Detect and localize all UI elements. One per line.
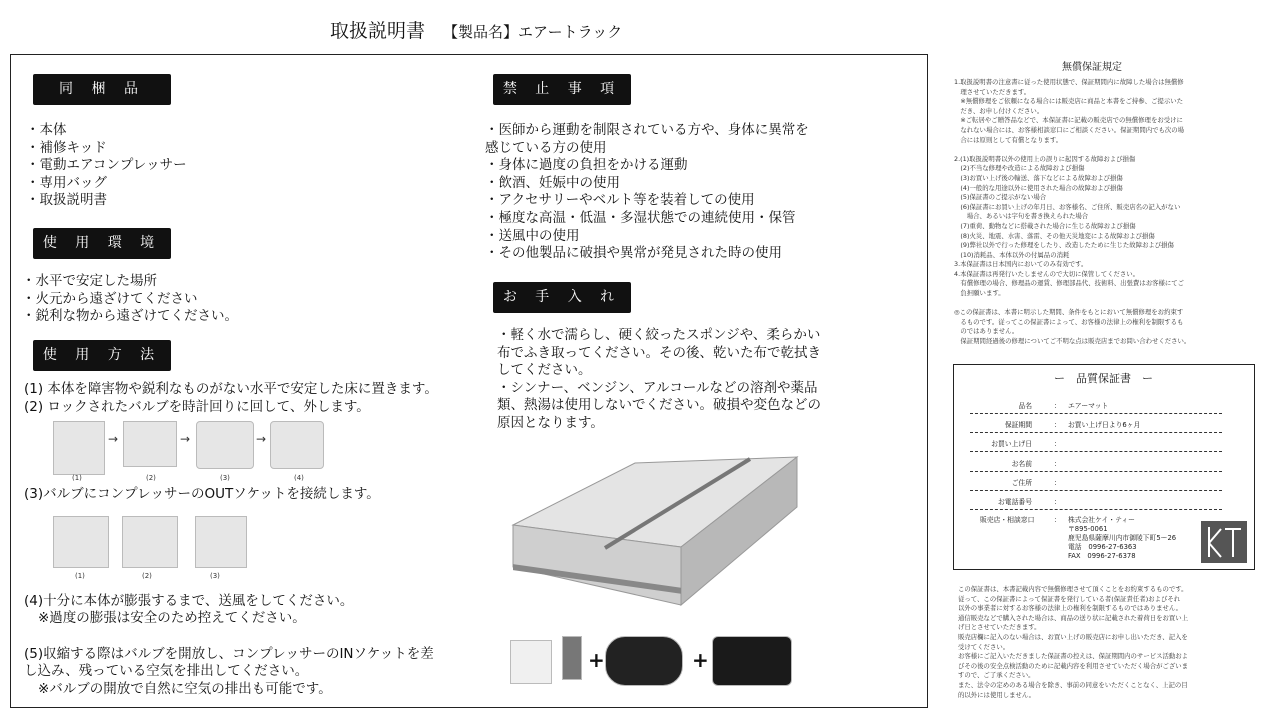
plus-icon: + — [588, 648, 605, 672]
usage-step-4: (4)十分に本体が膨張するまで、送風をしてください。 — [24, 593, 354, 609]
list-item: ・アクセサリーやベルト等を装着しての使用 — [485, 192, 755, 209]
prohibited-list — [485, 122, 809, 263]
footer-line: 従って、この保証書によって保証書を発行している者(保証責任者)およびそれ — [958, 594, 1181, 603]
prohibited-header: 禁 止 事 項 — [493, 74, 631, 105]
footer-line: 以外の事業者に対するお客様の法律上の権利を制限するものではありません。 — [958, 604, 1183, 613]
warranty-line: 場合、あるいは字句を書き換えられた場合 — [954, 212, 1089, 221]
list-item: ・送風中の使用 — [485, 227, 580, 244]
footer-line: 通信販売などで購入された場合は、商品の送り状に記載された着荷日をお買い上 — [958, 613, 1189, 622]
warranty-line: (5)保証書のご提示がない場合 — [954, 193, 1047, 202]
list-item: ・水平で安定した場所 — [22, 273, 157, 289]
warranty-line: だき、お申し付けください。 — [954, 106, 1044, 115]
seller-line: 株式会社ケイ・ティー — [1068, 516, 1135, 524]
usage-step-5b: し込み、残っている空気を排出してください。 — [24, 663, 309, 679]
figure-caption: (3) — [210, 572, 220, 580]
list-item: ・取扱説明書 — [26, 192, 107, 209]
quality-row-colon: ： — [1054, 479, 1061, 487]
warranty-line — [954, 299, 1190, 309]
quality-row-key: 保証期間 — [1004, 421, 1032, 429]
quality-row-value: お買い上げ日より6ヶ月 — [1068, 421, 1141, 429]
valve-step-photo-1 — [53, 421, 105, 475]
quality-row — [970, 397, 1222, 414]
warranty-line: 3.本保証書は日本国内においてのみ有効です。 — [954, 260, 1088, 269]
usage-step-5-note: ※バルブの開放で自然に空気の排出も可能です。 — [38, 681, 332, 697]
quality-row — [970, 435, 1222, 452]
compressor-step-photo-3 — [195, 516, 247, 568]
figure-caption: (4) — [294, 474, 304, 482]
usage-step-2: (2) ロックされたバルブを時計回りに回して、外します。 — [24, 399, 370, 415]
product-name: 【製品名】エアートラック — [443, 23, 623, 41]
footer-line: げ日とさせていただきます。 — [958, 623, 1041, 632]
warranty-line: (2)不当な修理や改造による故障および損傷 — [954, 164, 1085, 173]
list-item: ・本体 — [26, 122, 67, 138]
quality-row-colon: ： — [1054, 460, 1061, 468]
usage-step-3: (3)バルブにコンプレッサーのOUTソケットを接続します。 — [24, 486, 380, 502]
seller-line: 鹿児島県薩摩川内市御陵下町5ー26 — [1068, 534, 1177, 542]
care-line: 原因となります。 — [497, 414, 604, 431]
arrow-icon: → — [256, 432, 267, 446]
usage-header: 使 用 方 法 — [33, 340, 171, 371]
figure-caption: (2) — [142, 572, 152, 580]
warranty-line: ◎この保証書は、本書に明示した期間、条件をもとにおいて無償修理をお約束す — [954, 308, 1184, 317]
quality-row-key: お名前 — [1011, 460, 1032, 468]
quality-row-colon: ： — [1054, 440, 1061, 448]
footer-line: この保証書は、本書記載内容で無償修理させて頂くことをお約束するものです。 — [958, 585, 1188, 593]
air-track-illustration — [505, 455, 805, 615]
contents-header: 同 梱 品 — [33, 74, 171, 105]
environment-list — [22, 273, 238, 326]
company-logo-icon — [1201, 521, 1247, 563]
title-text: 取扱説明書 — [330, 20, 426, 42]
valve-step-photo-4 — [270, 421, 324, 469]
warranty-line: ※無償修理をご依頼になる場合には販売店に商品と本書をご持参、ご提示いた — [954, 97, 1184, 106]
list-item: ・極度な高温・低温・多湿状態での連続使用・保管 — [485, 209, 796, 226]
warranty-line: 有償修理の場合、修理品の運賃、修理部品代、技術料、出張費はお客様にてご — [954, 279, 1185, 288]
list-item: ・医師から運動を制限されている方や、身体に異常を — [485, 122, 809, 138]
seller-label: 販売店・相談窓口 — [980, 516, 1035, 524]
usage-step-1: (1) 本体を障害物や鋭利なものがない水平で安定した床に置きます。 — [24, 381, 438, 397]
footer-line: 販売店欄に記入のない場合は、お買い上げの販売店にお申し出いただき、記入を — [958, 632, 1188, 641]
care-text — [497, 327, 821, 433]
footer-line: びその後の安全点検活動のために記載内容を利用させていただく場合がございま — [958, 661, 1189, 670]
seller-colon: ： — [1054, 516, 1061, 524]
warranty-line: (10)消耗品、本体以外の付属品の消耗 — [954, 250, 1070, 259]
quality-row-colon: ： — [1054, 402, 1061, 410]
list-item: ・専用バッグ — [26, 174, 107, 191]
compressor-step-photo-1 — [53, 516, 109, 568]
list-item: ・飲酒、妊娠中の使用 — [485, 174, 620, 191]
list-item: ・補修キッド — [26, 139, 107, 156]
footer-line: また、法令の定めのある場合を除き、事前の同意をいただくことなく、上記の目 — [958, 680, 1188, 689]
seller-line: 電話 0996-27-6363 — [1068, 543, 1137, 551]
warranty-line: 1.取扱説明書の注意書に従った使用状態で、保証期間内に故障した場合は無償修 — [954, 78, 1184, 86]
quality-title: ー 品質保証書 ー — [1054, 372, 1153, 385]
warranty-line: 保証期間経過後の修理についてご不明な点は販売店までお問い合わせください。 — [954, 337, 1191, 346]
warranty-line: 負担願います。 — [954, 289, 1005, 298]
repair-kit-photo — [510, 640, 552, 684]
arrow-icon: → — [108, 432, 119, 446]
document-title — [330, 16, 622, 43]
usage-step-5a: (5)収縮する際はバルブを開放し、コンプレッサーのINソケットを差 — [24, 646, 434, 662]
care-line: ・軽く水で濡らし、硬く絞ったスポンジや、柔らかい — [497, 327, 821, 343]
warranty-line: なれない場合には、お客様相談窓口にご相談ください。保証期間内でも次の場 — [954, 125, 1185, 134]
compressor-photo — [605, 636, 683, 686]
quality-row — [970, 474, 1222, 491]
quality-row-key: お買い上げ日 — [991, 440, 1032, 448]
warranty-line: 理させていただきます。 — [954, 87, 1031, 96]
quality-row-value: エアーマット — [1068, 402, 1109, 410]
usage-step-4-note: ※過度の膨張は安全のため控えてください。 — [38, 610, 306, 626]
seller-line: 〒895-0061 — [1068, 525, 1108, 533]
arrow-icon: → — [180, 432, 191, 446]
footer-text — [958, 585, 1188, 700]
contents-list — [26, 122, 187, 210]
bag-photo — [712, 636, 792, 686]
warranty-line: 合には原則として有償となります。 — [954, 135, 1063, 144]
care-line: 布でふき取ってください。その後、乾いた布で乾拭き — [497, 344, 821, 361]
warranty-line: 4.本保証書は再発行いたしませんので大切に保管してください。 — [954, 269, 1140, 278]
warranty-line: (8)火災、地震、水害、落雷、その他天災地変による故障および損傷 — [954, 231, 1155, 240]
footer-line: すので、ご了承ください。 — [958, 671, 1035, 680]
warranty-line: のではありません。 — [954, 327, 1019, 336]
warranty-line: (9)弊社以外で行った修理をしたり、改造したために生じた故障および損傷 — [954, 241, 1174, 250]
figure-caption: (1) — [72, 474, 82, 482]
warranty-line — [954, 145, 1190, 155]
list-item: ・その他製品に破損や異常が発見された時の使用 — [485, 245, 782, 262]
warranty-line: (7)重荷、動物などに搭載された場合に生じる故障および損傷 — [954, 221, 1136, 230]
warranty-line: (6)保証書にお買い上げの年月日、お客様名、ご住所、販売店名の記入がない — [954, 202, 1181, 211]
figure-caption: (3) — [220, 474, 230, 482]
valve-step-photo-2 — [123, 421, 177, 467]
footer-line: お客様にご記入いただきました保証書の控えは、保証期間内のサービス活動およ — [958, 652, 1189, 661]
list-item: ・電動エアコンプレッサー — [26, 157, 187, 174]
care-line: ・シンナー、ベンジン、アルコールなどの溶剤や薬品 — [497, 379, 818, 396]
compressor-step-photo-2 — [122, 516, 178, 568]
quality-row — [970, 455, 1222, 472]
quality-row-key: お電話番号 — [998, 498, 1032, 506]
care-header: お 手 入 れ — [493, 282, 631, 313]
quality-row — [970, 493, 1222, 510]
warranty-line: (4)一般的な用途以外に使用された場合の故障および損傷 — [954, 183, 1123, 192]
warranty-line: (3)お買い上げ後の輸送、落下などによる故障および損傷 — [954, 173, 1123, 182]
warranty-line: ※ご転居やご贈答品などで、本保証書に記載の販売店での無償修理をお受けに — [954, 116, 1183, 125]
care-line: してください。 — [497, 362, 592, 379]
warranty-text — [954, 78, 1190, 347]
plus-icon: + — [692, 648, 709, 672]
quality-row-colon: ： — [1054, 421, 1061, 429]
figure-caption: (1) — [75, 572, 85, 580]
quality-row-key: ご住所 — [1011, 479, 1032, 487]
seller-line: FAX 0996-27-6378 — [1068, 552, 1136, 560]
quality-row-colon: ： — [1054, 498, 1061, 506]
footer-line: 受けてください。 — [958, 642, 1010, 651]
seller-info — [1068, 516, 1176, 561]
care-line: 類、熱湯は使用しないでください。破損や変色などの — [497, 397, 821, 414]
warranty-title: 無償保証規定 — [1062, 62, 1122, 73]
figure-caption: (2) — [146, 474, 156, 482]
list-item: ・身体に過度の負担をかける運動 — [485, 157, 688, 174]
warranty-line: 2.(1)取扱説明書以外の使用上の誤りに起因する故障および損傷 — [954, 154, 1136, 163]
list-item: 感じている方の使用 — [485, 139, 607, 156]
valve-step-photo-3 — [196, 421, 254, 469]
list-item: ・鋭利な物から遠ざけてください。 — [22, 308, 238, 325]
environment-header: 使 用 環 境 — [33, 228, 171, 259]
repair-tube-photo — [562, 636, 582, 680]
list-item: ・火元から遠ざけてください — [22, 290, 198, 307]
quality-row — [970, 416, 1222, 433]
quality-row-key: 品名 — [1018, 402, 1032, 410]
warranty-line: るものです。従ってこの保証書によって、お客様の法律上の権利を制限するも — [954, 317, 1184, 326]
footer-line: 的以外には使用しません。 — [958, 690, 1036, 699]
